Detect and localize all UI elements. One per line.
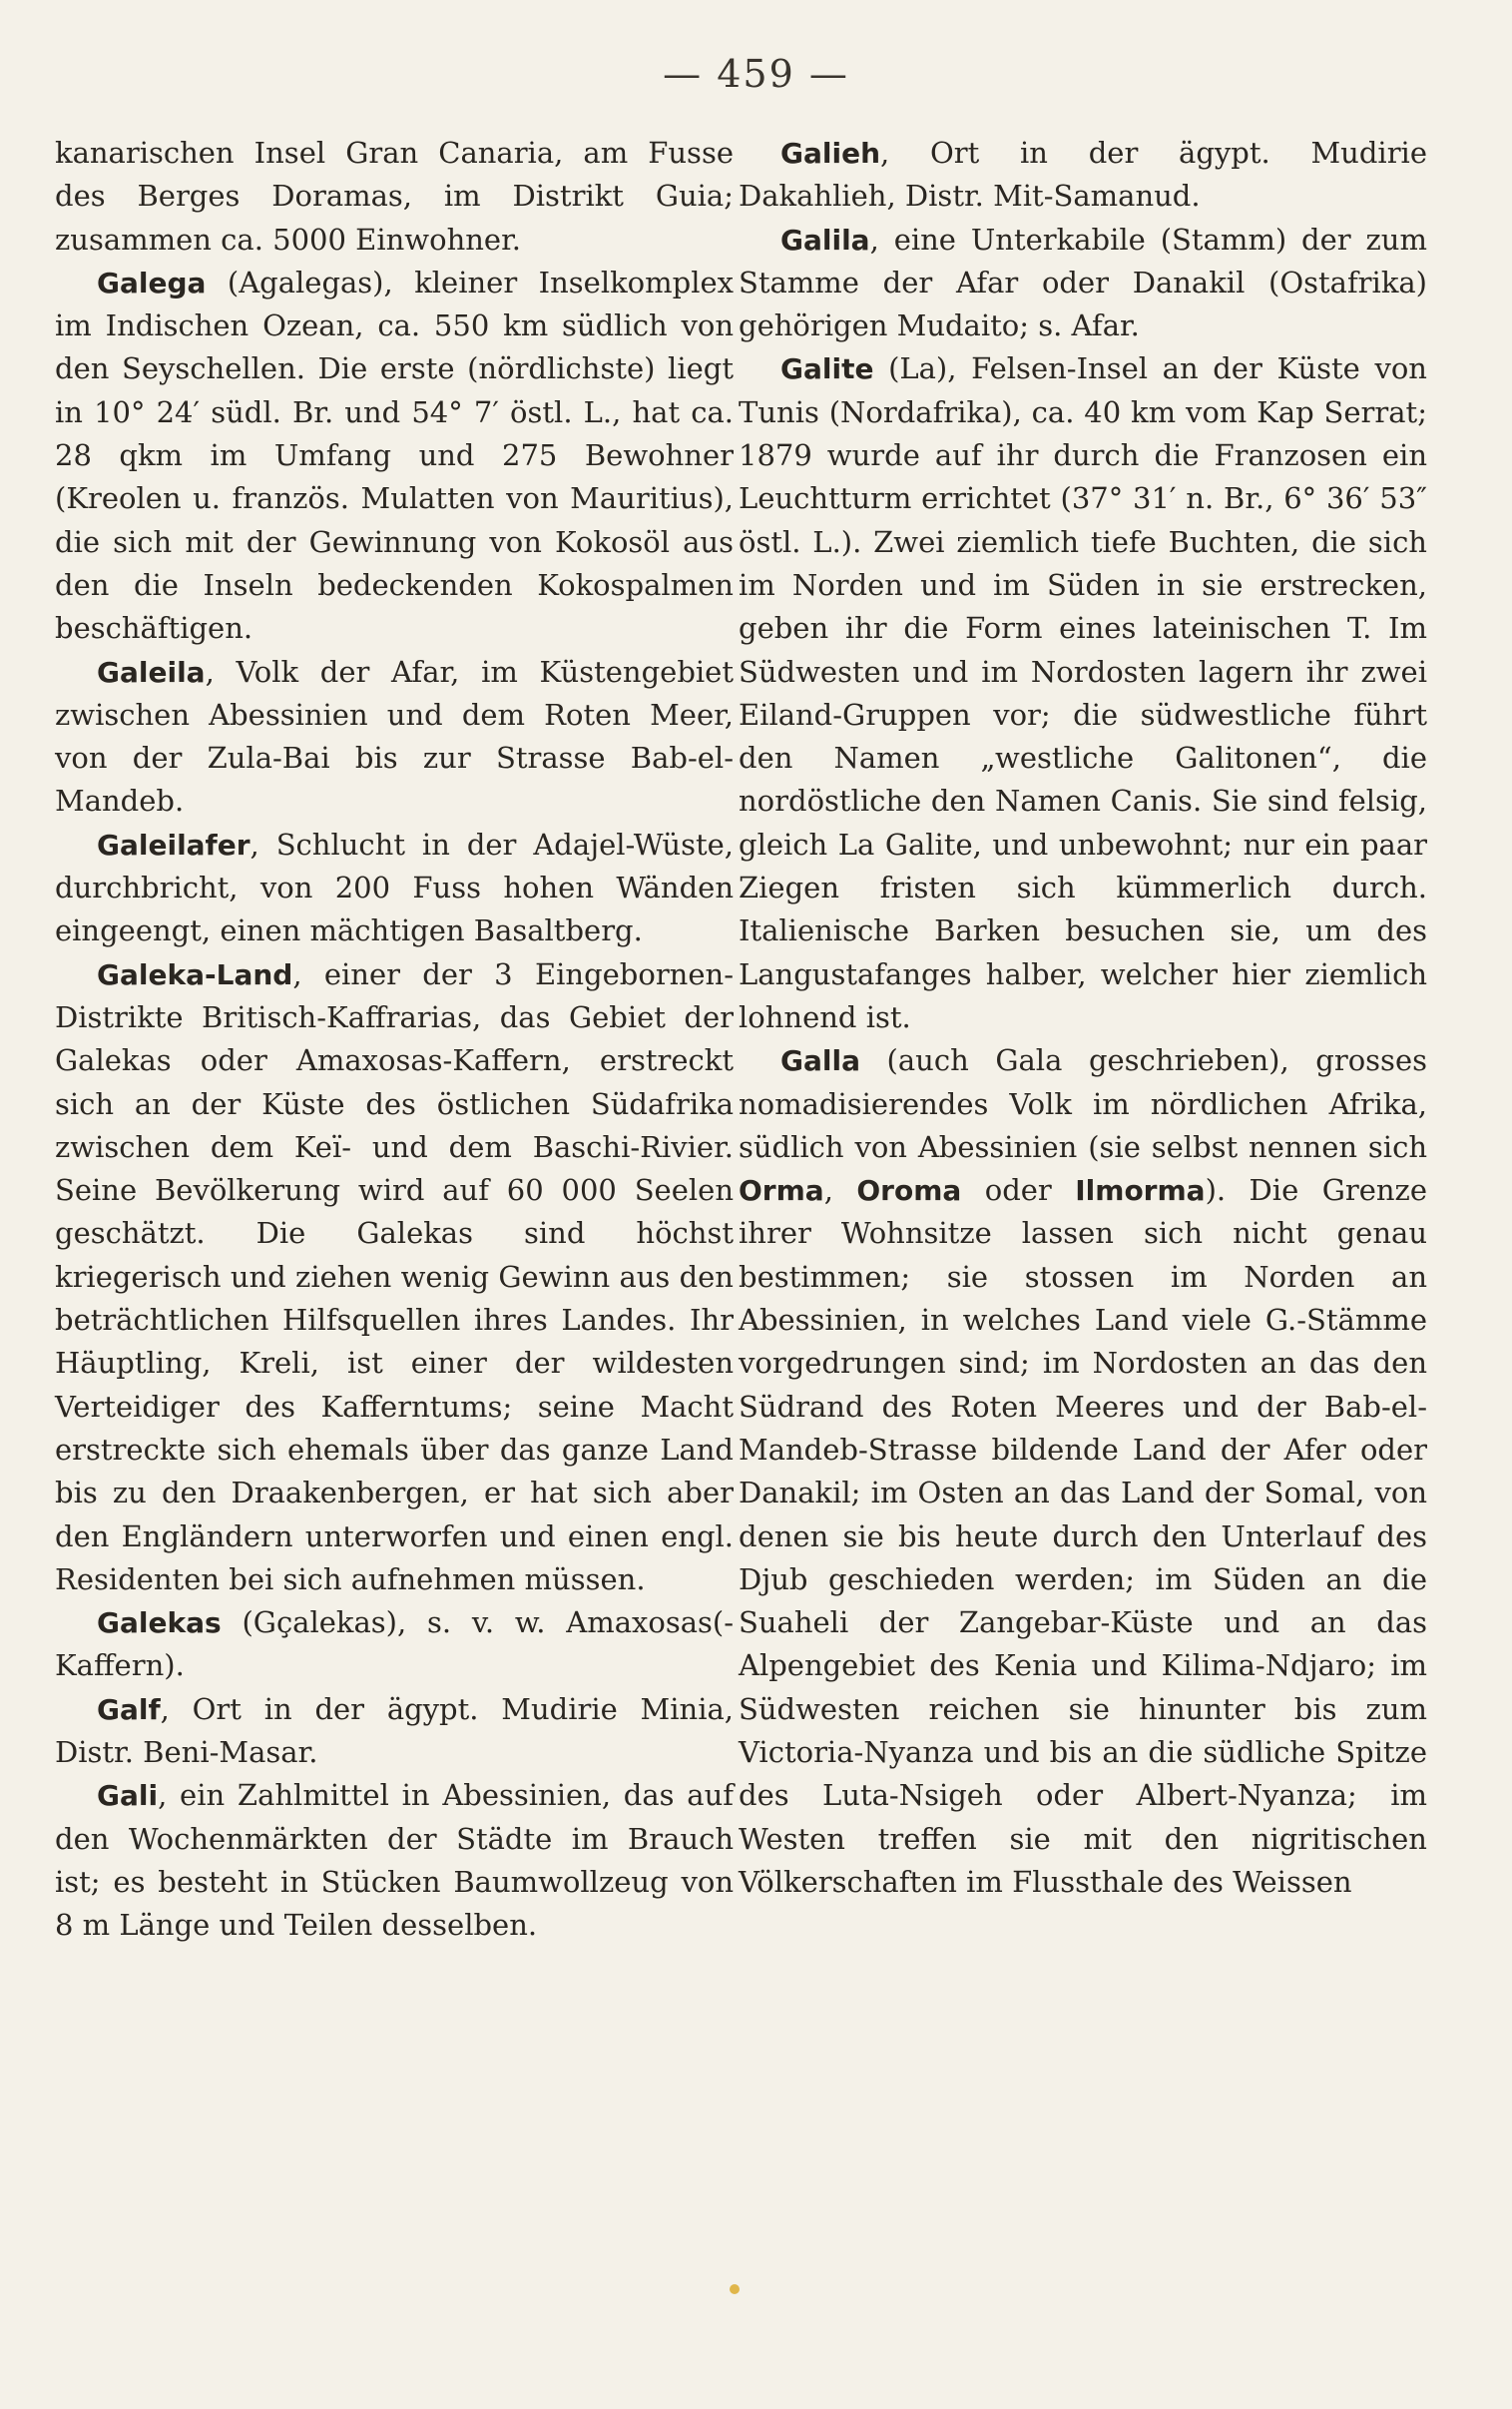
entry-text: (La), Felsen-Insel an der Küste von Tunis (Nordafrika), ca. 40 km vom Kap Serrat; 1879 wurde auf ihr durch die Franzosen ein Leuchtturm errichtet (37° 31′ n. Br., 6° 36′ 53″ östl. L.). Zwei ziemlich tiefe Buchten, die sich im Norden und im Süden in sie erstrecken, geben ihr die Form eines lateinischen T. Im Südwesten und im Nordosten lagern ihr zwei Eiland-Gruppen vor; die südwestliche führt den Namen „westliche Galitonen“, die nordöstliche den Namen Canis. Sie sind felsig, gleich La Galite, und unbewohnt; nur ein paar Ziegen fristen sich kümmerlich durch. Italienische Barken besuchen sie, um des Langustafanges halber, welcher hier ziemlich lohnend ist. — [739, 351, 1427, 1034]
headword: Galite — [780, 352, 874, 386]
separator: oder — [961, 1173, 1076, 1208]
name-ilmorma: Ilmorma — [1075, 1174, 1206, 1208]
entry-galekas — [55, 1601, 734, 1688]
page-number: — 459 — — [663, 52, 849, 96]
entry-text: , Ort in der ägypt. Mudirie Minia, Distr. Beni-Masar. — [55, 1691, 734, 1769]
separator: , — [823, 1173, 857, 1208]
entry-text: , Ort in der ägypt. Mudirie Dakahlieh, Distr. Mit-Samanud. — [739, 136, 1427, 214]
name-oroma: Oroma — [856, 1174, 962, 1208]
entry-galega — [55, 262, 734, 651]
entry-text: (Agalegas), kleiner Inselkomplex im Indischen Ozean, ca. 550 km südlich von den Seyschellen. Die erste (nördlichste) liegt in 10° 24′ südl. Br. und 54° 7′ östl. L., hat ca. 28 qkm im Umfang und 275 Bewohner (Kreolen u. französ. Mulatten von Mauritius), die sich mit der Gewinnung von Kokosöl aus den die Inseln bedeckenden Kokospalmen beschäftigen. — [55, 265, 734, 646]
entry-text: , einer der 3 Eingebornen-Distrikte Britisch-Kaffrarias, das Gebiet der Galekas oder Amaxosas-Kaffern, erstreckt sich an der Küste des östlichen Südafrika zwischen dem Keï- und dem Baschi-Rivier. Seine Bevölkerung wird auf 60 000 Seelen geschätzt. Die Galekas sind höchst kriegerisch und ziehen wenig Gewinn aus den beträchtlichen Hilfsquellen ihres Landes. Ihr Häuptling, Kreli, ist einer der wildesten Verteidiger des Kafferntums; seine Macht erstreckte sich ehemals über das ganze Land bis zu den Draakenbergen, er hat sich aber den Engländern unterworfen und einen engl. Residenten bei sich aufnehmen müssen. — [55, 956, 734, 1596]
entry-galila — [739, 219, 1427, 348]
left-column — [55, 132, 734, 1947]
headword: Galeilafer — [97, 828, 251, 862]
entry-text: , Schlucht in der Adajel-Wüste, durchbricht, von 200 Fuss hohen Wänden eingeengt, einen mächtigen Basaltberg. — [55, 827, 734, 948]
headword: Galega — [97, 266, 207, 300]
entry-galeila — [55, 651, 734, 824]
headword: Galf — [97, 1692, 161, 1726]
entry-galieh — [739, 132, 1427, 219]
continuation-text: kanarischen Insel Gran Canaria, am Fusse des Berges Doramas, im Distrikt Guia; zusammen ca. 5000 Einwohner. — [55, 136, 734, 257]
headword: Galla — [780, 1044, 860, 1078]
headword: Galekas — [97, 1606, 222, 1640]
entry-text: (Gçalekas), s. v. w. Amaxosas(-Kaffern). — [55, 1605, 734, 1683]
entry-text: , eine Unterkabile (Stamm) der zum Stamme der Afar oder Danakil (Ostafrika) gehörigen Mudaito; s. Afar. — [739, 222, 1427, 343]
entry-galeilafer — [55, 824, 734, 953]
ink-speck — [730, 2284, 740, 2294]
entry-gali — [55, 1774, 734, 1947]
entry-galeka-land — [55, 953, 734, 1601]
headword: Galila — [780, 223, 870, 257]
entry-text: , Volk der Afar, im Küstengebiet zwischen Abessinien und dem Roten Meer, von der Zula-Bai bis zur Strasse Bab-el-Mandeb. — [55, 654, 734, 819]
headword: Galeila — [97, 655, 206, 689]
entry-galf — [55, 1688, 734, 1775]
headword: Galeka-Land — [97, 957, 293, 991]
entry-text: (auch Gala geschrieben), grosses nomadisierendes Volk im nördlichen Afrika, südlich von Abessinien (sie selbst nennen sich — [739, 1043, 1427, 1164]
name-orma: Orma — [739, 1174, 824, 1208]
right-column — [739, 132, 1427, 1904]
headword: Gali — [97, 1779, 159, 1813]
entry-galite — [739, 347, 1427, 1039]
entry-galla — [739, 1039, 1427, 1904]
headword: Galieh — [780, 137, 880, 170]
entry-text: ). Die Grenze ihrer Wohnsitze lassen sich nicht genau bestimmen; sie stossen im Norden an Abessinien, in welches Land viele G.-Stämme vorgedrungen sind; im Nordosten an das den Südrand des Roten Meeres und der Bab-el-Mandeb-Strasse bildende Land der Afer oder Danakil; im Osten an das Land der Somal, von denen sie bis heute durch den Unterlauf des Djub geschieden werden; im Süden an die Suaheli der Zangebar-Küste und an das Alpengebiet des Kenia und Kilima-Ndjaro; im Südwesten reichen sie hinunter bis zum Victoria-Nyanza und bis an die südliche Spitze des Luta-Nsigeh oder Albert-Nyanza; im Westen treffen sie mit den nigritischen Völkerschaften im Flussthale des Weissen — [739, 1173, 1427, 1899]
entry-text: , ein Zahlmittel in Abessinien, das auf den Wochenmärkten der Städte im Brauch ist; es besteht in Stücken Baumwollzeug von 8 m Länge und Teilen desselben. — [55, 1778, 734, 1943]
